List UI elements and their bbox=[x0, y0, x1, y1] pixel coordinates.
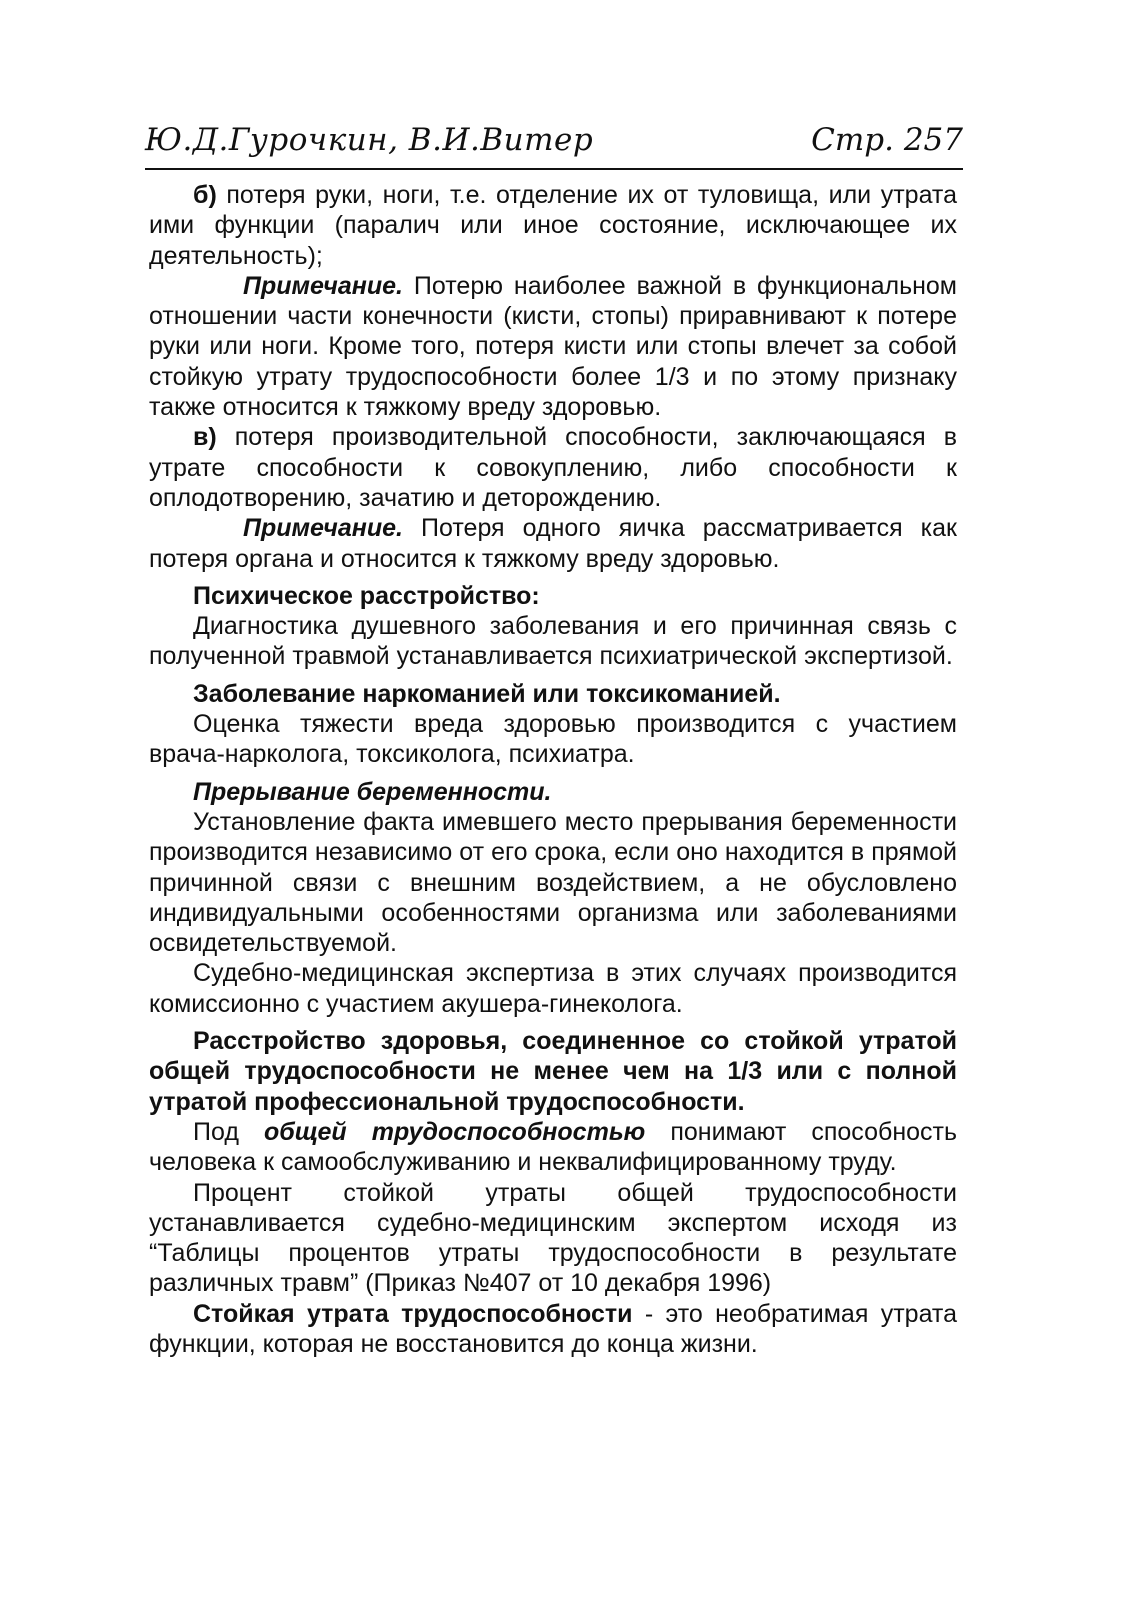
paragraph-text: понимают способность человека к самообслуживанию и неквалифицированному труду. bbox=[149, 1117, 957, 1177]
paragraph-text: Под bbox=[193, 1117, 264, 1146]
running-header bbox=[145, 118, 963, 166]
page-number: Стр. 257 bbox=[811, 122, 963, 158]
heading-mental-disorder: Психическое расстройство: bbox=[193, 581, 540, 610]
term-permanent-loss: Стойкая утрата трудоспособности bbox=[193, 1299, 633, 1328]
paragraph-work-capacity-1 bbox=[149, 1117, 957, 1178]
paragraph-pregnancy-1: Установление факта имевшего место прерывания беременности производится независимо от его срока, если оно находится в прямой причинной связи с внешним воздействием, а не обусловлено индивидуальными особенностями организма или заболеваниями освидетельствуемой. bbox=[149, 807, 957, 958]
paragraph-addiction: Оценка тяжести вреда здоровью производится с участием врача-нарколога, токсиколога, психиатра. bbox=[149, 710, 957, 769]
paragraph-mental-disorder: Диагностика душевного заболевания и его причинная связь с полученной травмой устанавливается психиатрической экспертизой. bbox=[149, 612, 957, 671]
item-label-b: б) bbox=[193, 181, 217, 209]
note-label: Примечание. bbox=[243, 514, 403, 543]
item-label-v: в) bbox=[193, 423, 217, 452]
paragraph-text: потеря производительной способности, заключающаяся в утрате способности к совокуплению, либо способности к оплодотворению, зачатию и деторождению. bbox=[149, 423, 957, 512]
heading-pregnancy-termination: Прерывание беременности. bbox=[193, 777, 552, 806]
paragraph-b bbox=[149, 180, 957, 271]
paragraph-v bbox=[149, 422, 957, 513]
paragraph-text: - это необратимая утрата функции, которая не восстановится до конца жизни. bbox=[149, 1299, 957, 1358]
note-text: Потеря одного яичка рассматривается как потеря органа и относится к тяжкому вреду здоровью. bbox=[149, 514, 957, 573]
note-1 bbox=[149, 271, 957, 422]
header-authors: Ю.Д.Гурочкин, В.И.Витер bbox=[145, 122, 594, 158]
note-text: Потерю наиболее важной в функциональном отношении части конечности (кисти, стопы) приравнивают к потере руки или ноги. Кроме того, потеря кисти или стопы влечет за собой стойкую утрату трудоспособности более 1/3 и по этому признаку также относится к тяжкому вреду здоровью. bbox=[149, 271, 957, 422]
paragraph-text: потеря руки, ноги, т.е. отделение их от туловища, или утрата ими функции (паралич или иное состояние, исключающее их деятельность); bbox=[149, 181, 957, 270]
heading-work-capacity-loss: Расстройство здоровья, соединенное со стойкой утратой общей трудоспособности не менее чем на 1/3 или с полной утратой профессиональной трудоспособности. bbox=[149, 1027, 957, 1116]
term-general-work-capacity: общей трудоспособностью bbox=[263, 1117, 646, 1146]
heading-addiction: Заболевание наркоманией или токсикоманией. bbox=[193, 679, 781, 708]
page-body bbox=[149, 180, 957, 1359]
paragraph-pregnancy-2: Судебно-медицинская экспертиза в этих случаях производится комиссионно с участием акушера-гинеколога. bbox=[149, 959, 957, 1018]
note-label: Примечание. bbox=[243, 271, 403, 300]
paragraph-work-capacity-2: Процент стойкой утраты общей трудоспособности устанавливается судебно-медицинским экспертом исходя из “Таблицы процентов утраты трудоспособности в результате различных травм” (Приказ №407 от 10 декабря 1996) bbox=[149, 1178, 957, 1298]
paragraph-work-capacity-3 bbox=[149, 1299, 957, 1360]
note-2 bbox=[149, 513, 957, 574]
header-rule bbox=[145, 168, 963, 170]
